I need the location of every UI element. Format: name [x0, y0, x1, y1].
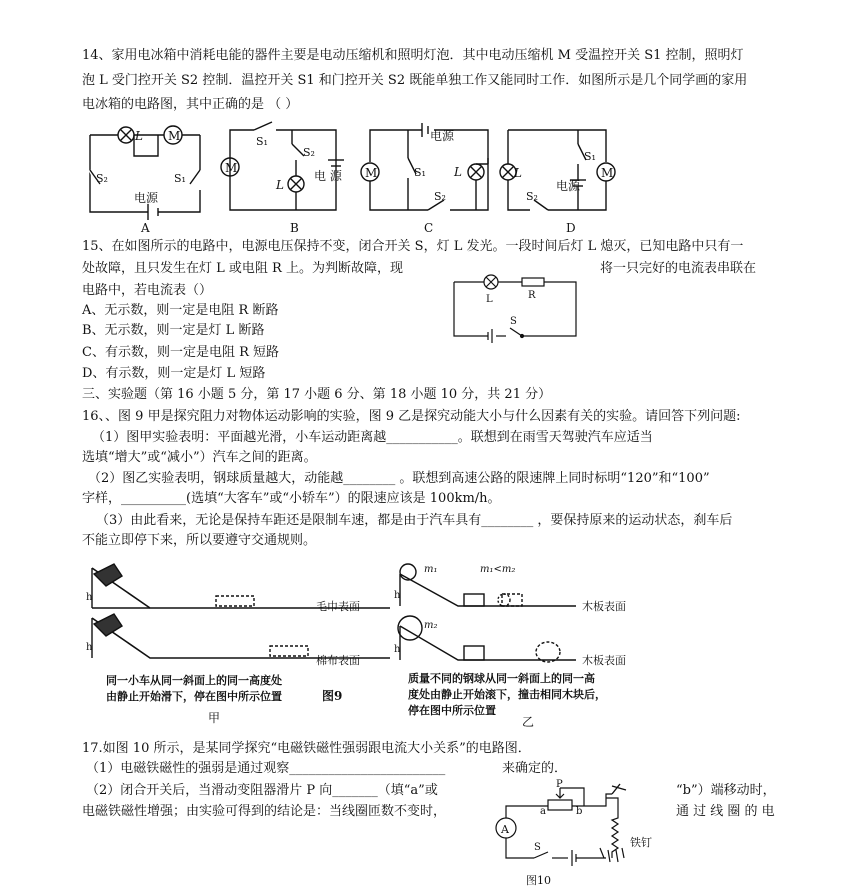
section-3-heading: 三、实验题（第 16 小题 5 分，第 17 小题 6 分、第 18 小题 10 分，共 21 分）: [82, 387, 552, 402]
surface-wood-label: 木板表面: [582, 654, 626, 667]
q15-line-2b: 将一只完好的电流表串联在: [600, 261, 757, 276]
s2-label: S₂: [96, 172, 108, 185]
s1-label: S₁: [584, 150, 596, 163]
q15-option-c: C、有示数，则一定是电阻 R 短路: [82, 345, 279, 360]
power-label: 电源: [556, 179, 581, 193]
power-label: 电 源: [314, 169, 342, 183]
fig9-caption-right-2: 度处由静止开始滚下，撞击相同木块后，: [408, 688, 606, 701]
lamp-label: L: [135, 129, 143, 143]
surface-cotton-label: 棉布表面: [316, 654, 360, 667]
rheostat-icon: [548, 800, 572, 810]
switch-label: S: [510, 316, 517, 327]
motor-label: M: [365, 166, 378, 180]
motor-label: M: [225, 161, 238, 175]
cart-icon: [94, 614, 122, 636]
cart-icon: [94, 564, 122, 586]
q16-part1-b: 选填“增大”或“减小”）汽车之间的距离。: [82, 450, 317, 465]
q17-part2-b: “b”）端移动时，: [676, 783, 776, 798]
q17-part2-c: 电磁铁磁性增强；由实验可得到的结论是：当线圈匝数不变时，: [82, 804, 447, 819]
height-label: h: [86, 642, 93, 653]
q16-line-1: 16、、图 9 甲是探究阻力对物体运动影响的实验，图 9 乙是探究动能大小与什么因素有关的实验。请回答下列问题:: [82, 409, 741, 424]
fig9-caption-left-2: 由静止开始滑下，停在图中所示位置: [106, 690, 282, 703]
fig9-caption-right-1: 质量不同的钢球从同一斜面上的同一高: [408, 672, 595, 685]
motor-label: M: [601, 166, 614, 180]
q14-line-1: 14、家用电冰箱中消耗电能的器件主要是电动压缩机和照明灯泡．其中电动压缩机 M 受温控开关 S1 控制，照明灯: [82, 48, 744, 63]
lamp-label: L: [514, 166, 522, 180]
resistor-label: R: [528, 290, 536, 301]
q15-line-2a: 处故障，且只发生在灯 L 或电阻 R 上。为判断故障，现: [82, 261, 403, 276]
ball-icon: [400, 564, 416, 580]
q15-line-3: 电路中，若电流表（）: [82, 283, 213, 298]
option-a-label: A: [141, 221, 150, 235]
block-icon: [464, 594, 484, 606]
mass-m2-label: m₂: [424, 620, 438, 631]
cart-final-position: [270, 646, 308, 656]
s2-label: S₂: [303, 146, 315, 159]
height-label: h: [394, 644, 401, 655]
q17-line-1: 17.如图 10 所示，是某同学探究“电磁铁磁性强弱跟电流大小关系”的电路图．: [82, 741, 531, 756]
q14-line-3: 电冰箱的电路图，其中正确的是 （ ）: [82, 97, 299, 112]
q14-line-2: 泡 L 受门控开关 S2 控制．温控开关 S1 和门控开关 S2 既能单独工作又能同时工作．如图所示是几个同学画的家用: [82, 73, 748, 88]
option-b-label: B: [290, 221, 299, 235]
fig9-label: 图9: [322, 689, 343, 703]
fig9-yi-label: 乙: [522, 715, 535, 729]
slider-p-label: P: [556, 779, 563, 790]
fig9-diagram: [84, 560, 644, 732]
resistor-icon: [522, 278, 544, 286]
switch-label: S: [534, 842, 541, 853]
fig9-caption-left-1: 同一小车从同一斜面上的同一高度处: [106, 674, 282, 687]
surface-towel-label: 毛巾表面: [316, 600, 360, 613]
q16-part2-b: 字样，__________(选填“大客车”或“小轿车”）的限速应该是 100km/h。: [82, 491, 501, 506]
fig9-caption-right-3: 停在图中所示位置: [408, 704, 496, 717]
mass-m1-label: m₁: [424, 564, 438, 575]
mass-relation-label: m₁<m₂: [480, 564, 516, 575]
s1-label: S₁: [174, 172, 186, 185]
lamp-label: L: [486, 294, 493, 305]
option-c-label: C: [424, 221, 434, 235]
fig9-jia-label: 甲: [208, 711, 221, 725]
nail-label: 铁钉: [630, 836, 652, 849]
power-label: 电源: [134, 191, 159, 205]
fig9-left-bottom: [92, 614, 390, 658]
ammeter-label: A: [501, 823, 509, 836]
q15-line-1: 15、在如图所示的电路中，电源电压保持不变，闭合开关 S，灯 L 发光。一段时间后灯 L 熄灭，已知电路中只有一: [82, 239, 744, 254]
q15-option-d: D、有示数，则一定是灯 L 短路: [82, 366, 266, 381]
q16-part1-a: （1）图甲实验表明：平面越光滑，小车运动距离越___________。联想到在雨雪天驾驶汽车应适当: [92, 430, 653, 445]
surface-wood-label: 木板表面: [582, 600, 626, 613]
q17-part2-d: 通 过 线 圈 的 电: [676, 804, 775, 819]
height-label: h: [86, 592, 93, 603]
end-a-label: a: [540, 806, 546, 817]
s2-label: S₂: [434, 190, 446, 203]
q16-part3-b: 不能立即停下来，所以要遵守交通规则。: [82, 533, 317, 548]
power-label: 电源: [430, 129, 455, 143]
q15-circuit-diagram: [448, 272, 583, 344]
q16-part3-a: （3）由此看来，无论是保持车距还是限制车速，都是由于汽车具有________ ，要保持原来的运动状态，刹车后: [96, 513, 733, 528]
lamp-label: L: [276, 178, 284, 192]
q15-option-a: A、无示数，则一定是电阻 R 断路: [82, 303, 279, 318]
ball-icon: [398, 616, 422, 640]
cart-final-position: [216, 596, 254, 606]
q15-option-b: B、无示数，则一定是灯 L 断路: [82, 323, 265, 338]
nail-icon: [612, 784, 626, 794]
s2-label: S₂: [526, 190, 538, 203]
q16-part2-a: （2）图乙实验表明，钢球质量越大，动能越________ 。联想到高速公路的限速牌上同时标明“120”和“100”: [88, 471, 710, 486]
end-b-label: b: [576, 806, 583, 817]
motor-label: M: [168, 129, 181, 143]
q17-part1-b: 来确定的．: [502, 761, 568, 776]
option-d-label: D: [566, 221, 576, 235]
s1-label: S₁: [414, 166, 426, 179]
q14-circuit-diagrams: [78, 118, 618, 238]
height-label: h: [394, 590, 401, 601]
fig10-caption: 图10: [526, 874, 551, 887]
fig10-diagram: [488, 778, 668, 888]
q17-part2-a: （2）闭合开关后，当滑动变阻器滑片 P 向_______（填“a”或: [86, 783, 438, 798]
q17-part1-a: （1）电磁铁磁性的强弱是通过观察________________________: [86, 761, 446, 776]
circuit-b: [221, 122, 344, 210]
block-icon: [464, 646, 484, 660]
lamp-label: L: [454, 165, 462, 179]
s1-label: S₁: [256, 135, 268, 148]
